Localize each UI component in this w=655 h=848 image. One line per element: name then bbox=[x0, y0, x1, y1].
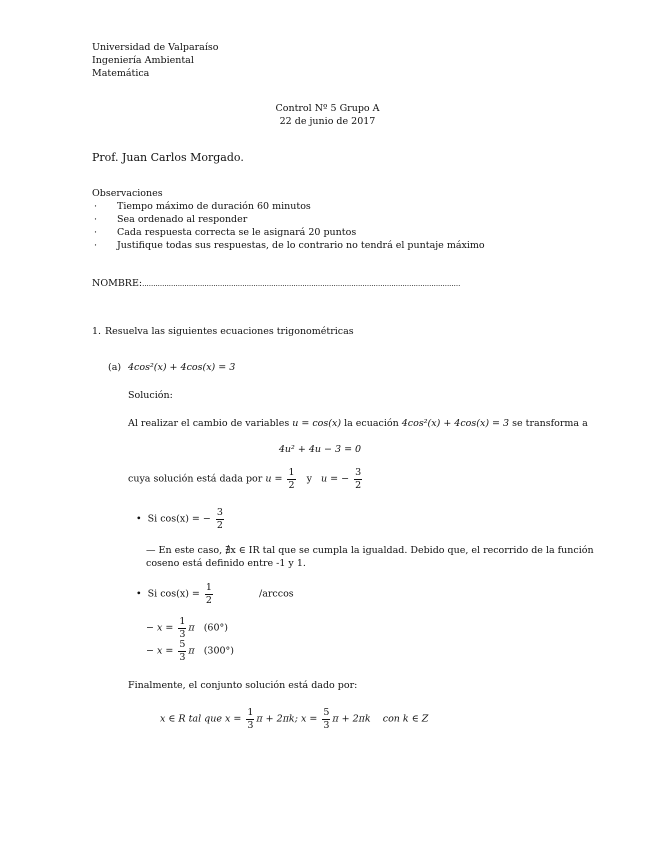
control-date: 22 de junio de 2017 bbox=[279, 116, 376, 127]
final-text: Finalmente, el conjunto solución está dado por: bbox=[128, 680, 358, 691]
quadratic-equation: 4u² + 4u − 3 = 0 bbox=[278, 444, 362, 455]
u-equals-negative: u = − bbox=[321, 473, 350, 485]
bullet-dot: • bbox=[136, 513, 142, 525]
final-solution-set bbox=[160, 708, 428, 730]
solution-x1 bbox=[146, 617, 228, 639]
bullet: · bbox=[94, 214, 98, 225]
name-line bbox=[92, 278, 460, 289]
and-word: y bbox=[306, 473, 312, 485]
pi-symbol: π bbox=[188, 622, 195, 634]
fraction-final-2: $\frac{5}{3}$ bbox=[323, 707, 330, 731]
case1-line bbox=[136, 508, 226, 530]
control-title: Control Nº 5 Grupo A bbox=[275, 103, 380, 114]
final-part-a: x ∈ R tal que x = bbox=[160, 713, 242, 725]
observation-item: Justifique todas sus respuestas, de lo contrario no tendrá el puntaje máximo bbox=[117, 240, 485, 251]
fraction-one-half: $\frac{1}{2}$ bbox=[288, 467, 295, 491]
final-part-e: con k ∈ Z bbox=[382, 713, 429, 725]
program-name: Ingeniería Ambiental bbox=[92, 55, 194, 66]
observation-item: Tiempo máximo de duración 60 minutos bbox=[117, 201, 311, 212]
case2-label: Si cos(x) = bbox=[147, 588, 200, 600]
final-part-b: π + 2πk; bbox=[256, 713, 298, 725]
subject-name: Matemática bbox=[92, 68, 150, 79]
observation-item: Sea ordenado al responder bbox=[117, 214, 248, 225]
x1-degrees: (60°) bbox=[203, 622, 228, 634]
fraction-x2: $\frac{5}{3}$ bbox=[179, 639, 186, 663]
fraction-final-1: $\frac{1}{3}$ bbox=[247, 707, 254, 731]
fraction-three-halves: $\frac{3}{2}$ bbox=[355, 467, 362, 491]
problem-number: 1. bbox=[92, 326, 102, 337]
fraction-one-half: $\frac{1}{2}$ bbox=[205, 582, 212, 606]
university-name: Universidad de Valparaíso bbox=[92, 42, 219, 53]
case1-label: Si cos(x) = − bbox=[147, 513, 211, 525]
bullet: · bbox=[94, 201, 98, 212]
x1-prefix: − x = bbox=[146, 622, 174, 634]
observations-heading: Observaciones bbox=[92, 188, 163, 199]
solution-x2 bbox=[146, 640, 234, 662]
fraction-three-halves: $\frac{3}{2}$ bbox=[216, 507, 223, 531]
solution-label: Solución: bbox=[128, 390, 173, 401]
x2-prefix: − x = bbox=[146, 645, 174, 657]
case2-line bbox=[136, 583, 294, 605]
change-equation: 4cos²(x) + 4cos(x) = 3 bbox=[401, 418, 510, 429]
observation-item: Cada respuesta correcta se le asignará 20 puntos bbox=[117, 227, 357, 238]
change-text-1: Al realizar el cambio de variables bbox=[128, 418, 290, 429]
final-part-d: π + 2πk bbox=[332, 713, 371, 725]
arccos-note: /arccos bbox=[259, 588, 294, 600]
bullet-dot: • bbox=[136, 588, 142, 600]
change-substitution: u = cos(x) bbox=[292, 418, 342, 429]
problem-statement: Resuelva las siguientes ecuaciones trigonométricas bbox=[105, 326, 354, 337]
part-equation: 4cos²(x) + 4cos(x) = 3 bbox=[128, 362, 236, 373]
pi-symbol: π bbox=[188, 645, 195, 657]
case1-explanation-2: coseno está definido entre -1 y 1. bbox=[146, 558, 306, 569]
part-label: (a) bbox=[108, 362, 122, 373]
u-equals: u = bbox=[265, 473, 283, 485]
x2-degrees: (300°) bbox=[203, 645, 235, 657]
bullet: · bbox=[94, 240, 98, 251]
name-label: NOMBRE: bbox=[92, 278, 143, 289]
final-part-c: x = bbox=[300, 713, 318, 725]
fraction-x1: $\frac{1}{3}$ bbox=[179, 616, 186, 640]
case1-explanation-1: — En este caso, ∄x ∈ IR tal que se cumpla la igualdad. Debido que, el recorrido de la función bbox=[146, 545, 594, 556]
change-text-3: se transforma a bbox=[512, 418, 588, 429]
solutions-line bbox=[128, 468, 364, 490]
solutions-text: cuya solución está dada por bbox=[128, 473, 263, 485]
change-variable-line bbox=[128, 418, 588, 429]
bullet: · bbox=[94, 227, 98, 238]
professor-name: Prof. Juan Carlos Morgado. bbox=[92, 151, 244, 164]
change-text-2: la ecuación bbox=[344, 418, 399, 429]
name-dots: ............................................................................................................................................... bbox=[142, 280, 461, 288]
